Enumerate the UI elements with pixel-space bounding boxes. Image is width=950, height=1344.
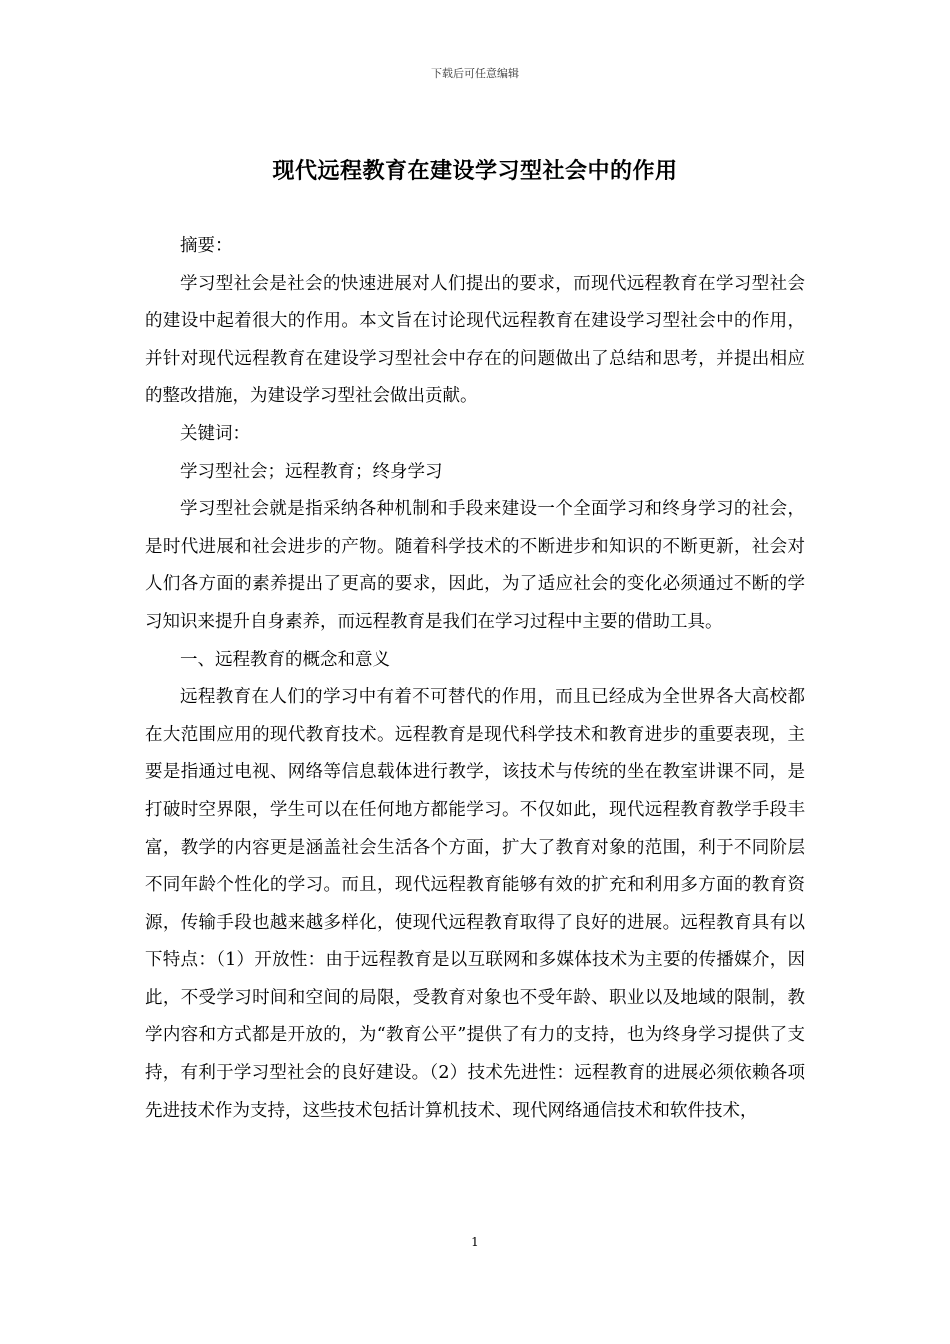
abstract-paragraph: 学习型社会是社会的快速进展对人们提出的要求，而现代远程教育在学习型社会的建设中起着很大的作用。本文旨在讨论现代远程教育在建设学习型社会中的作用，并针对现代远程教育在建设学习型社会中存在的问题做出了总结和思考，并提出相应的整改措施，为建设学习型社会做出贡献。 bbox=[145, 273, 805, 407]
abstract-label: 摘要： bbox=[180, 236, 233, 256]
keywords-list: 学习型社会；远程教育；终身学习 bbox=[180, 461, 443, 482]
intro-paragraph: 学习型社会就是指采纳各种机制和手段来建设一个全面学习和终身学习的社会，是时代进展和社会进步的产物。随着科学技术的不断进步和知识的不断更新，社会对人们各方面的素养提出了更高的要求，因此，为了适应社会的变化必须通过不断的学习知识来提升自身素养，而远程教育是我们在学习过程中主要的借助工具。 bbox=[145, 499, 805, 632]
page-number: 1 bbox=[471, 1235, 479, 1249]
section-paragraph: 远程教育在人们的学习中有着不可替代的作用，而且已经成为全世界各大高校都在大范围应用的现代教育技术。远程教育是现代科学技术和教育进步的重要表现，主要是指通过电视、网络等信息载体进行教学，该技术与传统的坐在教室讲课不同，是打破时空界限，学生可以在任何地方都能学习。不仅如此，现代远程教育教学手段丰富，教学的内容更是涵盖社会生活各个方面，扩大了教育对象的范围，利于不同阶层不同年龄个性化的学习。而且，现代远程教育能够有效的扩充和利用多方面的教育资源，传输手段也越来越多样化，使现代远程教育取得了良好的进展。远程教育具有以下特点：（1）开放性：由于远程教育是以互联网和多媒体技术为主要的传播媒介，因此，不受学习时间和空间的局限，受教育对象也不受年龄、职业以及地域的限制，教学内容和方式都是开放的，为“教育公平”提供了有力的支持，也为终身学习提供了支持，有利于学习型社会的良好建设。（2）技术先进性：远程教育的进展必须依赖各项先进技术作为支持，这些技术包括计算机技术、现代网络通信技术和软件技术， bbox=[145, 687, 805, 1121]
section-heading: 一、远程教育的概念和意义 bbox=[180, 649, 390, 670]
keywords-label: 关键词： bbox=[180, 423, 250, 444]
document-title: 现代远程教育在建设学习型社会中的作用 bbox=[272, 158, 678, 184]
document-body bbox=[145, 228, 805, 1130]
header-note: 下载后可任意编辑 bbox=[431, 67, 519, 80]
